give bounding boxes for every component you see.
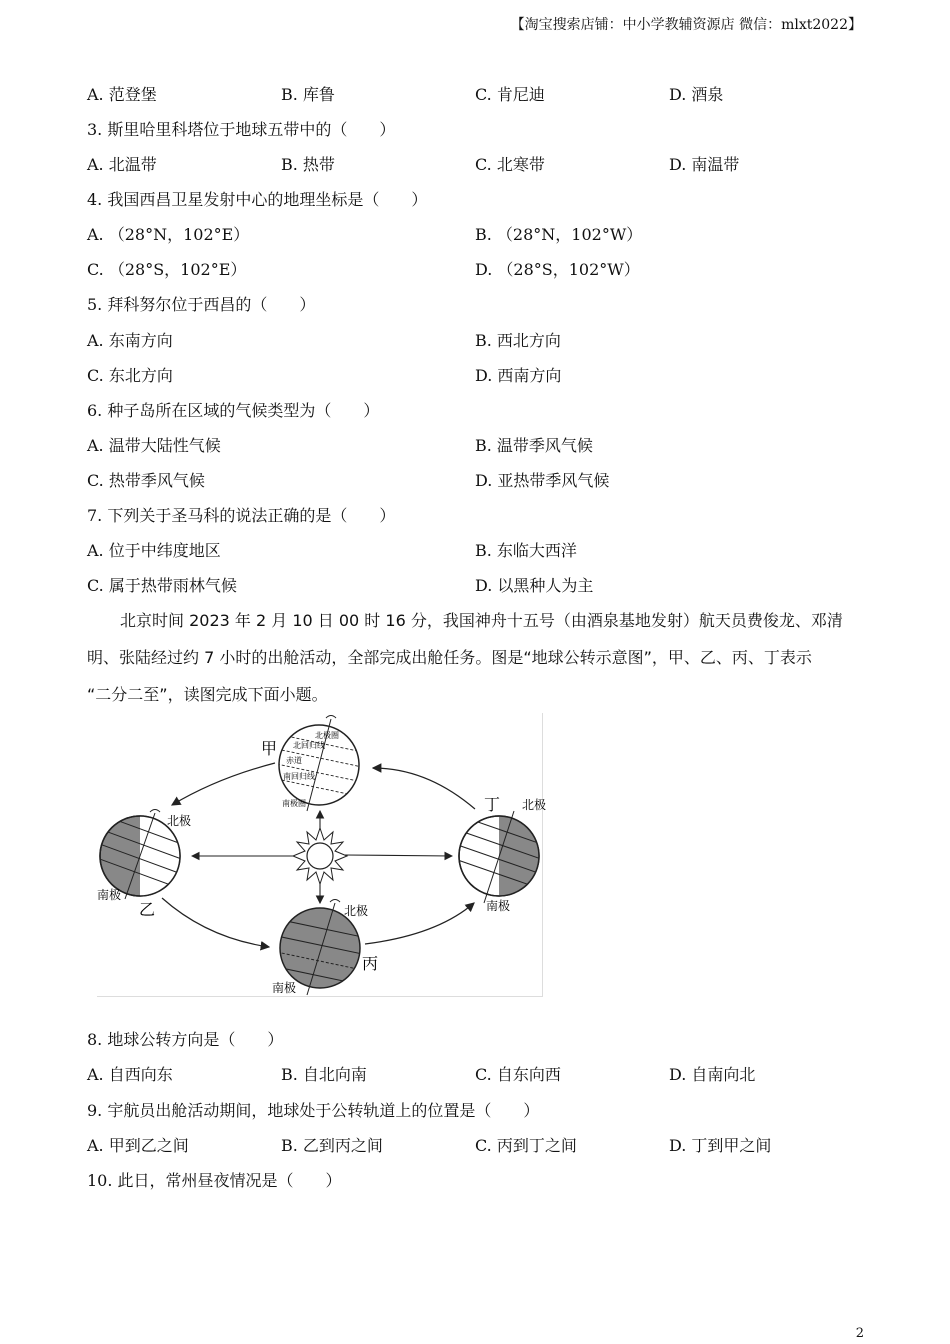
revolution-diagram: [97, 713, 547, 996]
page-number: 2: [855, 1326, 864, 1341]
earth-ding: [452, 811, 547, 903]
q4-option-a[interactable]: A. （28°N，102°E）: [87, 225, 250, 244]
q10-stem: 10. 此日，常州昼夜情况是（ ）: [87, 1171, 342, 1190]
q5-option-b[interactable]: B. 西北方向: [475, 331, 561, 350]
q5-stem: 5. 拜科努尔位于西昌的（ ）: [87, 295, 316, 314]
earth-revolution-figure: [97, 713, 547, 997]
q9-stem: 9. 宇航员出舱活动期间，地球处于公转轨道上的位置是（ ）: [87, 1101, 540, 1120]
bing-south-pole-label: 南极: [272, 981, 297, 995]
q2-option-b[interactable]: B. 库鲁: [281, 85, 335, 104]
q8-stem: 8. 地球公转方向是（ ）: [87, 1030, 284, 1049]
q2-option-c[interactable]: C. 肯尼迪: [475, 85, 545, 104]
orbit-arrow-bing-ding: [365, 903, 474, 944]
passage-line-3: “二分二至”，读图完成下面小题。: [87, 685, 328, 704]
jia-equator-label: 赤道: [286, 756, 302, 765]
q9-option-b[interactable]: B. 乙到丙之间: [281, 1136, 383, 1155]
q5-option-a[interactable]: A. 东南方向: [87, 331, 173, 350]
orbit-arrow-ding-jia: [373, 768, 475, 809]
q4-option-b[interactable]: B. （28°N，102°W）: [475, 225, 643, 244]
q9-option-a[interactable]: A. 甲到乙之间: [87, 1136, 189, 1155]
q8-option-a[interactable]: A. 自西向东: [87, 1065, 173, 1084]
jia-tropic-capricorn-label: 南回归线: [283, 772, 315, 781]
q7-option-d[interactable]: D. 以黑种人为主: [475, 576, 594, 595]
q7-stem: 7. 下列关于圣马科的说法正确的是（ ）: [87, 506, 396, 525]
q6-stem: 6. 种子岛所在区域的气候类型为（ ）: [87, 401, 380, 420]
label-yi: 乙: [139, 900, 156, 919]
yi-south-pole-label: 南极: [97, 888, 122, 902]
q8-option-c[interactable]: C. 自东向西: [475, 1065, 561, 1084]
q4-option-d[interactable]: D. （28°S，102°W）: [475, 260, 640, 279]
q3-option-d[interactable]: D. 南温带: [669, 155, 740, 174]
q3-option-a[interactable]: A. 北温带: [87, 155, 157, 174]
q7-option-a[interactable]: A. 位于中纬度地区: [87, 541, 221, 560]
jia-north-polar-circle-label: 北极圈: [315, 731, 339, 740]
q8-option-d[interactable]: D. 自南向北: [669, 1065, 756, 1084]
jia-south-polar-circle-label: 南极圈: [282, 799, 306, 808]
passage-line-2: 明、张陆经过约 7 小时的出舱活动，全部完成出舱任务。图是“地球公转示意图”，甲、乙、丙、丁表示: [87, 648, 812, 667]
ding-north-pole-label: 北极: [522, 798, 547, 812]
passage-line-1: 北京时间 2023 年 2 月 10 日 00 时 16 分，我国神舟十五号（由酒泉基地发射）航天员费俊龙、邓清: [120, 611, 843, 630]
q8-option-b[interactable]: B. 自北向南: [281, 1065, 367, 1084]
q4-option-c[interactable]: C. （28°S，102°E）: [87, 260, 247, 279]
jia-tropic-cancer-label: 北回归线: [293, 741, 325, 750]
q9-option-c[interactable]: C. 丙到丁之间: [475, 1136, 577, 1155]
page-header: 【淘宝搜索店铺：中小学教辅资源店 微信：mlxt2022】: [510, 17, 862, 33]
sun-ray-to-ding: [345, 855, 452, 856]
q7-option-b[interactable]: B. 东临大西洋: [475, 541, 577, 560]
q3-stem: 3. 斯里哈里科塔位于地球五带中的（ ）: [87, 120, 396, 139]
q5-option-c[interactable]: C. 东北方向: [87, 366, 173, 385]
ding-south-pole-label: 南极: [486, 899, 511, 913]
label-jia: 甲: [261, 739, 278, 758]
q9-option-d[interactable]: D. 丁到甲之间: [669, 1136, 772, 1155]
q6-option-d[interactable]: D. 亚热带季风气候: [475, 471, 610, 490]
q6-option-b[interactable]: B. 温带季风气候: [475, 436, 593, 455]
q4-stem: 4. 我国西昌卫星发射中心的地理坐标是（ ）: [87, 190, 428, 209]
orbit-arrow-yi-bing: [162, 898, 269, 947]
q6-option-c[interactable]: C. 热带季风气候: [87, 471, 205, 490]
q7-option-c[interactable]: C. 属于热带雨林气候: [87, 576, 237, 595]
sun-icon: [293, 828, 347, 884]
q5-option-d[interactable]: D. 西南方向: [475, 366, 562, 385]
q6-option-a[interactable]: A. 温带大陆性气候: [87, 436, 221, 455]
label-bing: 丙: [362, 954, 379, 973]
label-ding: 丁: [484, 795, 501, 814]
q3-option-b[interactable]: B. 热带: [281, 155, 335, 174]
orbit-arrow-jia-yi: [172, 763, 275, 805]
q2-option-a[interactable]: A. 范登堡: [87, 85, 157, 104]
bing-north-pole-label: 北极: [344, 904, 369, 918]
q2-option-d[interactable]: D. 酒泉: [669, 85, 724, 104]
q3-option-c[interactable]: C. 北寒带: [475, 155, 545, 174]
yi-north-pole-label: 北极: [167, 814, 192, 828]
